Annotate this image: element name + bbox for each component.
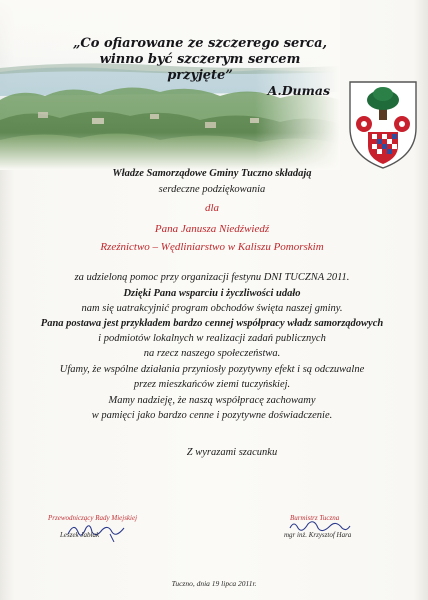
letter-line-13: w pamięci jako bardzo cenne i pozytywne doświadczenie. xyxy=(91,410,333,421)
signatures-section xyxy=(0,510,428,570)
letter-line-10: Ufamy, że wspólne działania przyniosły pozytywny efekt i są odczuwalne xyxy=(59,364,365,375)
left-signatory-name: Leszek Jabłak xyxy=(60,531,100,539)
letter-line-6: nam się uatrakcyjnić program obchodów święta naszej gminy. xyxy=(81,303,343,314)
right-signatory-name: mgr inż. Krzysztof Hara xyxy=(284,531,352,539)
letter-thanks: serdeczne podziękowania xyxy=(158,184,266,195)
letter-for: dla xyxy=(204,202,220,214)
recipient-company: Rzeźnictwo – Wędliniarstwo w Kaliszu Pomorskim xyxy=(100,241,324,253)
letter-line-12: Mamy nadzieję, że naszą współpracę zachowamy xyxy=(108,395,316,406)
right-signatory-title: Burmistrz Tuczna xyxy=(290,514,340,522)
letter-line-4: za udzieloną pomoc przy organizacji festynu DNI TUCZNA 2011. xyxy=(74,272,350,283)
left-signatory-title: Przewodniczący Rady Miejskiej xyxy=(48,514,138,522)
letter-line-5: Dzięki Pana wsparciu i życzliwości udało xyxy=(123,288,301,299)
letter-line-7: Pana postawa jest przykładem bardzo cennej współpracy władz samorządowych xyxy=(40,318,384,329)
closing-phrase: Z wyrazami szacunku xyxy=(186,447,278,458)
recipient-name: Pana Janusza Niedźwiedź xyxy=(154,223,270,235)
letter-line-11: przez mieszkańców ziemi tuczyńskiej. xyxy=(133,379,291,390)
letter-line-9: na rzecz naszego społeczeństwa. xyxy=(143,348,281,359)
motto-quote xyxy=(70,36,330,99)
place-and-date: Tuczno, dnia 19 lipca 2011r. xyxy=(171,579,257,588)
quote-line-2: winno być szczerym sercem przyjęte” xyxy=(99,52,301,83)
quote-author: A.Dumas xyxy=(267,83,330,98)
letter-line-8: i podmiotów lokalnych w realizacji zadań publicznych xyxy=(98,333,326,344)
letter-body xyxy=(34,168,390,458)
quote-line-1: „Co ofiarowane ze szczerego serca, xyxy=(72,36,328,51)
letter-intro: Władze Samorządowe Gminy Tuczno składają xyxy=(112,168,312,179)
coat-of-arms-icon xyxy=(346,76,420,172)
